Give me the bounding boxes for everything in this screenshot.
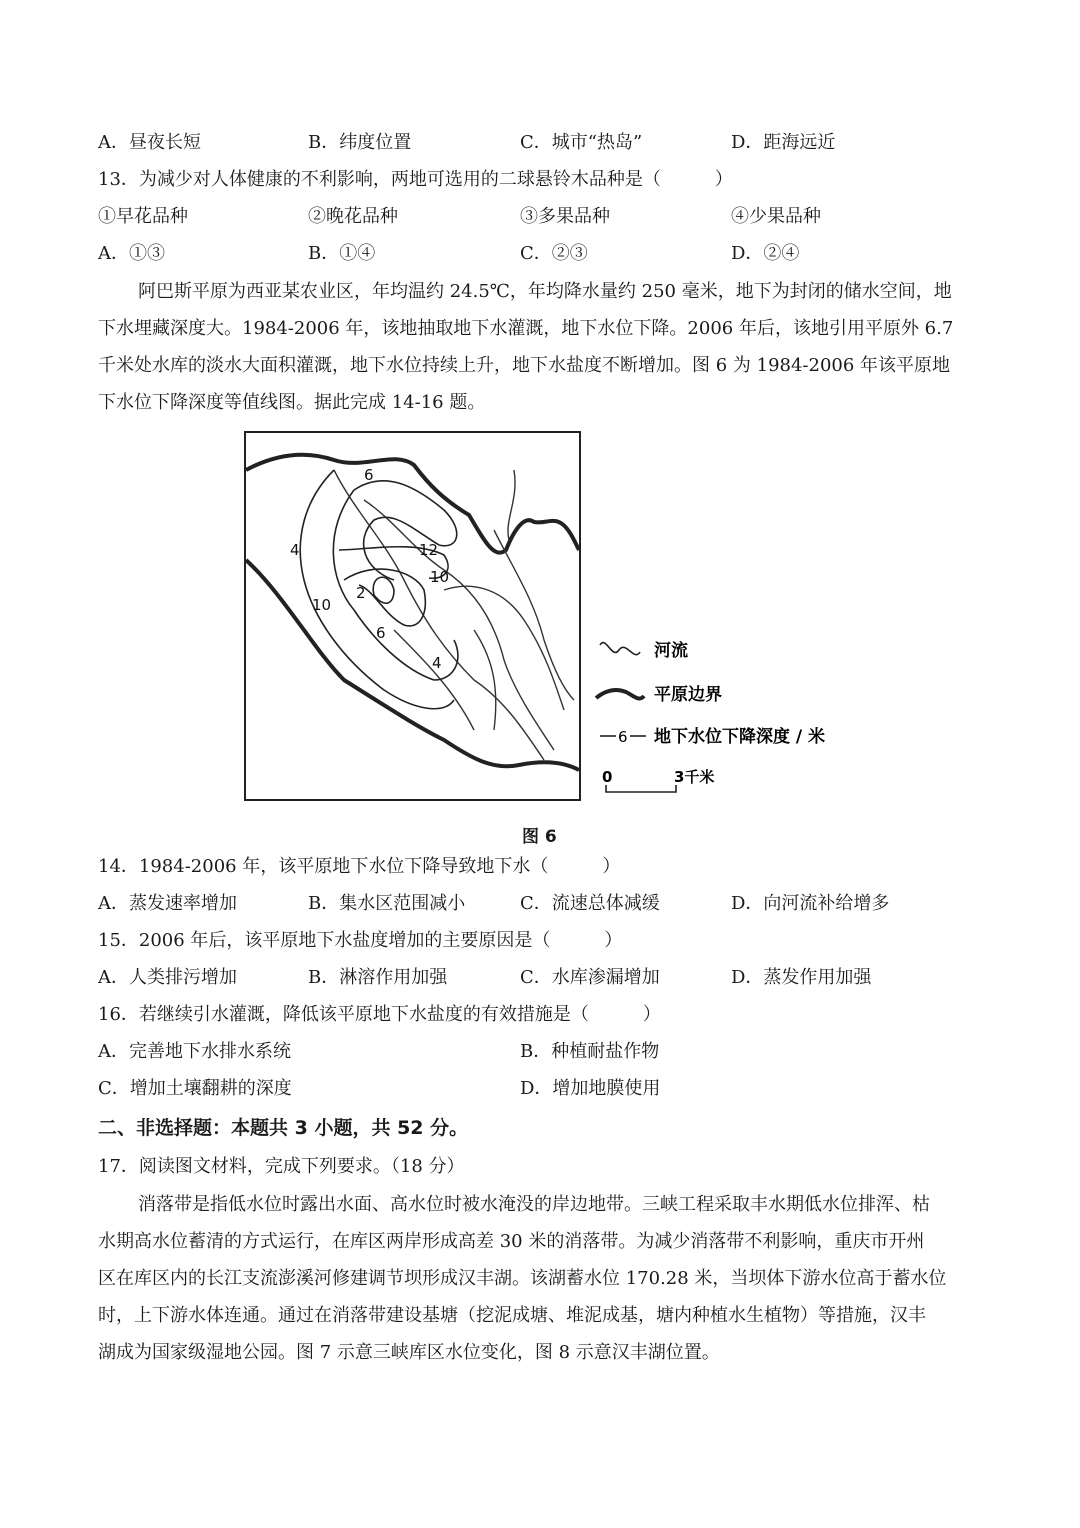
section-heading: 二、非选择题：本题共 3 小题，共 52 分。 bbox=[98, 1117, 469, 1139]
contour-legend-sample: 6 bbox=[618, 728, 628, 746]
contour-label: 4 bbox=[432, 654, 442, 672]
contour-label: 6 bbox=[364, 466, 374, 484]
q13-option-d: D．②④ bbox=[731, 243, 800, 264]
q17-passage-line-2: 水期高水位蓄清的方式运行，在库区两岸形成高差 30 米的消落带。为减少消落带不利影响，重庆市开州 bbox=[98, 1231, 925, 1252]
legend-river: 河流 bbox=[654, 641, 688, 661]
boundary-legend-icon bbox=[596, 690, 644, 699]
q13-option-a: A．①③ bbox=[98, 243, 165, 264]
plain-boundary-north bbox=[246, 455, 579, 553]
q16-stem: 16．若继续引水灌溉，降低该平原地下水盐度的有效措施是（ ） bbox=[98, 1004, 661, 1025]
q14-option-d: D．向河流补给增多 bbox=[731, 893, 890, 914]
q17-passage-line-1: 消落带是指低水位时露出水面、高水位时被水淹没的岸边地带。三峡工程采取丰水期低水位排浑、枯 bbox=[138, 1194, 930, 1215]
passage1-line-3: 千米处水库的淡水大面积灌溉，地下水位持续上升，地下水盐度不断增加。图 6 为 1984-2006 年该平原地 bbox=[98, 355, 951, 376]
q14-option-b: B．集水区范围减小 bbox=[308, 893, 466, 914]
figure-caption: 图 6 bbox=[522, 827, 557, 847]
legend-contour: 地下水位下降深度 / 米 bbox=[654, 727, 826, 747]
legend-boundary: 平原边界 bbox=[654, 685, 722, 705]
q16-option-a: A．完善地下水排水系统 bbox=[98, 1041, 291, 1062]
q17-passage-line-3: 区在库区内的长江支流澎溪河修建调节坝形成汉丰湖。该湖蓄水位 170.28 米，当坝体下游水位高于蓄水位 bbox=[98, 1268, 947, 1289]
q13-item-4: ④少果品种 bbox=[731, 206, 821, 227]
scale-bar bbox=[606, 785, 676, 792]
rivers bbox=[334, 470, 574, 760]
contour-label: 10 bbox=[312, 596, 332, 614]
q12-option-b: B．纬度位置 bbox=[308, 132, 412, 153]
passage1-line-2: 下水埋藏深度大。1984-2006 年，该地抽取地下水灌溉，地下水位下降。2006 年后，该地引用平原外 6.7 bbox=[98, 318, 954, 339]
q15-option-d: D．蒸发作用加强 bbox=[731, 967, 872, 988]
q13-stem: 13．为减少对人体健康的不利影响，两地可选用的二球悬铃木品种是（ ） bbox=[98, 169, 733, 190]
contour-label: 12 bbox=[419, 541, 439, 559]
q16-option-c: C．增加土壤翻耕的深度 bbox=[98, 1078, 292, 1099]
q15-stem: 15．2006 年后，该平原地下水盐度增加的主要原因是（ ） bbox=[98, 930, 623, 951]
q15-option-b: B．淋溶作用加强 bbox=[308, 967, 448, 988]
q12-option-c: C．城市“热岛” bbox=[520, 132, 643, 153]
q14-option-c: C．流速总体减缓 bbox=[520, 893, 660, 914]
scale-end: 3千米 bbox=[674, 768, 715, 786]
q13-option-b: B．①④ bbox=[308, 243, 376, 264]
q15-option-c: C．水库渗漏增加 bbox=[520, 967, 660, 988]
scale-zero: 0 bbox=[602, 768, 613, 786]
passage1-line-4: 下水位下降深度等值线图。据此完成 14-16 题。 bbox=[98, 392, 486, 413]
q12-option-a: A．昼夜长短 bbox=[98, 132, 201, 153]
q17-stem: 17．阅读图文材料，完成下列要求。（18 分） bbox=[98, 1156, 465, 1177]
river-legend-icon bbox=[600, 643, 640, 655]
contour-label: 4 bbox=[290, 541, 300, 559]
q17-passage-line-4: 时，上下游水体连通。通过在消落带建设基塘（挖泥成塘、堆泥成基，塘内种植水生植物）等措施，汉丰 bbox=[98, 1305, 926, 1326]
q17-passage-line-5: 湖成为国家级湿地公园。图 7 示意三峡库区水位变化，图 8 示意汉丰湖位置。 bbox=[98, 1342, 720, 1363]
contour-label: 10 bbox=[430, 568, 450, 586]
q16-option-d: D．增加地膜使用 bbox=[520, 1078, 661, 1099]
contour-label: 6 bbox=[376, 624, 386, 642]
q14-stem: 14．1984-2006 年，该平原地下水位下降导致地下水（ ） bbox=[98, 856, 621, 877]
q15-option-a: A．人类排污增加 bbox=[98, 967, 237, 988]
q16-option-b: B．种植耐盐作物 bbox=[520, 1041, 660, 1062]
contour-label: 2 bbox=[356, 584, 366, 602]
q13-option-c: C．②③ bbox=[520, 243, 588, 264]
q12-option-d: D．距海远近 bbox=[731, 132, 836, 153]
q13-item-3: ③多果品种 bbox=[520, 206, 610, 227]
map-legend bbox=[596, 640, 825, 792]
passage1-line-1: 阿巴斯平原为西亚某农业区，年均温约 24.5℃，年均降水量约 250 毫米，地下为封闭的储水空间，地 bbox=[138, 281, 952, 302]
q13-item-1: ①早花品种 bbox=[98, 206, 188, 227]
groundwater-contour-map bbox=[244, 430, 844, 810]
q14-option-a: A．蒸发速率增加 bbox=[98, 893, 237, 914]
q13-item-2: ②晚花品种 bbox=[308, 206, 398, 227]
